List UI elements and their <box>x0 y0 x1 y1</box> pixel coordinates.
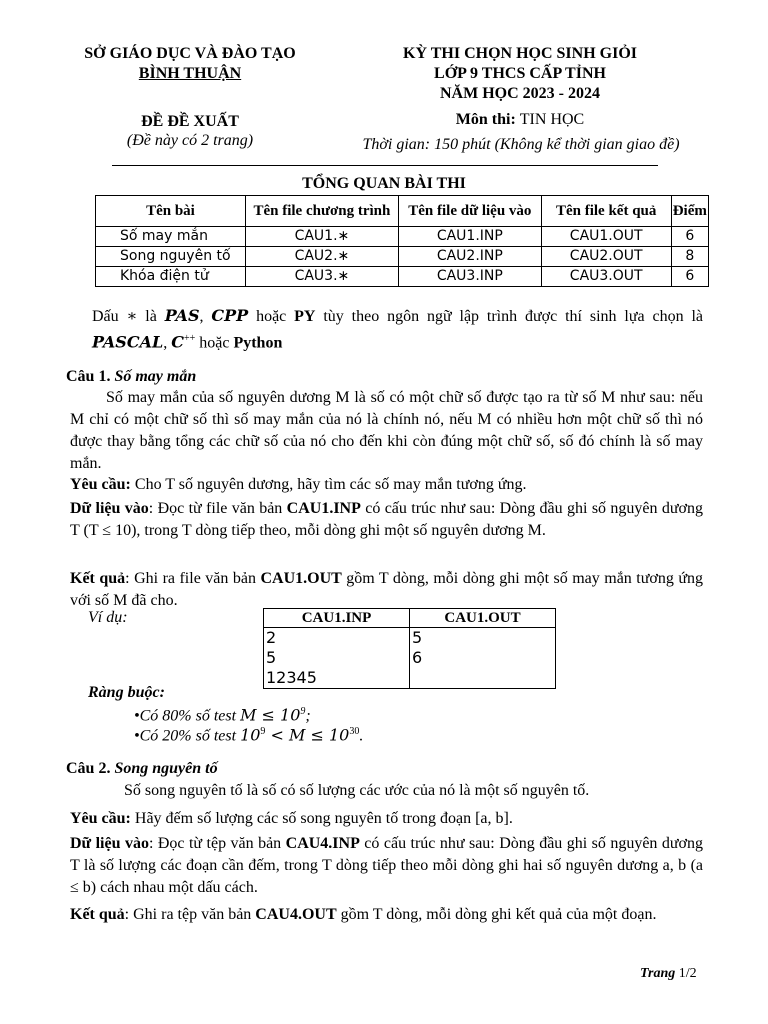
q2-out-text: gồm T dòng, mỗi dòng ghi kết quả của một đoạn. <box>336 906 657 923</box>
subject-label: Môn thi: <box>455 111 516 128</box>
cell-name: Số may mắn <box>96 227 246 247</box>
q1-input-spec <box>70 498 703 542</box>
note-comma: , <box>163 334 172 352</box>
q2-out-file: CAU4.OUT <box>255 906 337 923</box>
note-py: PY <box>294 308 316 325</box>
footer-label: Trang <box>640 966 676 981</box>
constraint-math: < M ≤ 10 <box>265 725 350 745</box>
constraint-math: 10 <box>240 725 261 745</box>
example-input-line: 12345 <box>266 668 317 687</box>
col-header-output: Tên file kết quả <box>541 196 671 227</box>
col-header-score: Điểm <box>671 196 708 227</box>
table-row <box>96 247 709 267</box>
overview-table <box>95 195 709 287</box>
note-pas: PAS <box>164 306 200 325</box>
bullet-icon: • <box>134 727 140 745</box>
subject: TIN HỌC <box>519 111 585 128</box>
example-header-output: CAU1.OUT <box>410 609 556 628</box>
org-block <box>40 44 340 84</box>
example-input-line: 2 <box>266 628 277 647</box>
q1-example-label: Ví dụ: <box>88 609 128 626</box>
cell-name: Song nguyên tố <box>96 247 246 267</box>
cell-output: CAU3.OUT <box>541 267 671 287</box>
header-divider <box>112 165 658 166</box>
q2-in-label: Dữ liệu vào <box>70 835 149 852</box>
q1-title: Số may mắn <box>114 368 197 385</box>
q2-in-file: CAU4.INP <box>285 835 360 852</box>
cell-input: CAU1.INP <box>398 227 541 247</box>
q1-out-file: CAU1.OUT <box>260 570 342 587</box>
example-header-row <box>264 609 556 628</box>
cell-output: CAU2.OUT <box>541 247 671 267</box>
example-output-line: 6 <box>412 648 423 667</box>
col-header-program: Tên file chương trình <box>245 196 398 227</box>
time-note: Thời gian: 150 phút (Không kể thời gian giao đề) <box>362 136 680 153</box>
page-footer <box>640 966 697 982</box>
col-header-input: Tên file dữ liệu vào <box>398 196 541 227</box>
cell-output: CAU1.OUT <box>541 227 671 247</box>
cell-program: CAU1.∗ <box>245 227 398 247</box>
q2-output-spec <box>70 904 703 926</box>
q2-heading <box>66 758 699 780</box>
q1-intro-text: Số may mắn của số nguyên dương M là số có một chữ số được tạo ra từ số M như sau: nếu M chỉ có một chữ số thì số may mắn của nó là chính nó, nếu M có nhiều hơn một chữ số thì nó được thay bằng tổng các chữ số của nó cho đến khi còn đúng một chữ số, số đó chính là số may mắn. <box>70 389 703 472</box>
footer-page: 1/2 <box>678 966 697 981</box>
q1-out-label: Kết quả <box>70 570 126 587</box>
cell-program: CAU2.∗ <box>245 247 398 267</box>
q1-example-table <box>263 608 556 689</box>
table-row <box>96 267 709 287</box>
q2-in-text: : Đọc từ tệp văn bản <box>148 835 286 852</box>
language-note <box>92 305 703 354</box>
org-line2: BÌNH THUẬN <box>138 65 242 82</box>
pages-note: (Đề này có 2 trang) <box>126 132 254 149</box>
constraint-exp: 9 <box>300 706 306 717</box>
q1-in-label: Dữ liệu vào <box>70 500 149 517</box>
cell-program: CAU3.∗ <box>245 267 398 287</box>
cell-input: CAU2.INP <box>398 247 541 267</box>
constraint-text: Có 80% số test <box>139 707 241 725</box>
exam-line2: LỚP 9 THCS CẤP TỈNH <box>434 65 606 82</box>
note-cpp: CPP <box>211 306 249 325</box>
constraint-exp: 9 <box>260 726 266 737</box>
q2-req-text: Hãy đếm số lượng các số song nguyên tố trong đoạn [a, b]. <box>134 810 513 827</box>
q2-req-label: Yêu cầu: <box>70 810 131 827</box>
note-text: tùy theo ngôn ngữ lập trình được thí sinh lựa chọn là <box>315 308 704 325</box>
note-pascal: PASCAL <box>92 332 164 352</box>
cell-score: 8 <box>671 247 708 267</box>
note-text: Dấu ∗ là <box>92 308 165 325</box>
org-line1: SỞ GIÁO DỤC VÀ ĐÀO TẠO <box>84 45 296 62</box>
note-plusplus: ++ <box>183 333 196 344</box>
cell-input: CAU3.INP <box>398 267 541 287</box>
table-row <box>96 227 709 247</box>
note-comma: , <box>199 308 212 325</box>
constraint-end: ; <box>305 707 311 725</box>
q2-out-label: Kết quả <box>70 906 125 923</box>
q2-input-spec <box>70 833 703 899</box>
cell-score: 6 <box>671 227 708 247</box>
example-header-input: CAU1.INP <box>264 609 410 628</box>
q2-title: Song nguyên tố <box>114 760 218 777</box>
q2-out-text: : Ghi ra tệp văn bản <box>124 906 256 923</box>
q1-constraints-label: Ràng buộc: <box>88 684 165 701</box>
exam-line3: NĂM HỌC 2023 - 2024 <box>440 85 600 102</box>
cell-score: 6 <box>671 267 708 287</box>
q1-requirement <box>70 474 703 496</box>
note-python: Python <box>233 334 283 352</box>
constraint-end: . <box>359 727 364 745</box>
q2-requirement <box>70 808 703 830</box>
q2-in-text: có cấu trúc như sau: Dòng đầu ghi số nguyên dương T là số lượng các đoạn cần đếm, trong T dòng tiếp theo mỗi dòng ghi hai số nguyên dương a, b (a ≤ b) cách nhau một dấu cách. <box>70 835 704 896</box>
q1-out-text: gồm T dòng, mỗi dòng ghi một số may mắn tương ứng với số M đã cho. <box>70 570 704 609</box>
example-input-line: 5 <box>266 648 277 667</box>
q1-heading <box>66 366 699 388</box>
cell-name: Khóa điện tử <box>96 267 246 287</box>
bullet-icon: • <box>134 707 140 725</box>
exam-block <box>360 44 680 104</box>
q1-in-file: CAU1.INP <box>286 500 361 517</box>
note-cplus: C <box>171 332 184 352</box>
q2-intro-text: Số song nguyên tố là số có số lượng các ước của nó là một số nguyên tố. <box>124 782 590 799</box>
exam-line1: KỲ THI CHỌN HỌC SINH GIỎI <box>403 45 637 62</box>
q1-out-text: : Ghi ra file văn bản <box>125 570 261 587</box>
constraint-text: Có 20% số test <box>139 727 241 745</box>
q1-intro <box>70 387 703 475</box>
example-output-line: 5 <box>412 628 423 647</box>
q1-output-spec <box>70 568 703 612</box>
q1-in-text: có cấu trúc như sau: Dòng đầu ghi số nguyên dương T (T ≤ 10), trong T dòng tiếp theo, mỗi dòng ghi một số nguyên dương M. <box>70 500 703 539</box>
example-output-cell <box>410 628 556 689</box>
q2-label: Câu 2. <box>66 760 111 777</box>
overview-header-row <box>96 196 709 227</box>
note-text: hoặc <box>248 308 295 325</box>
example-data-row <box>264 628 556 689</box>
subject-line <box>360 110 680 130</box>
q1-label: Câu 1. <box>66 368 111 385</box>
q1-req-text: Cho T số nguyên dương, hãy tìm các số may mắn tương ứng. <box>134 476 527 493</box>
proposal-title: ĐỀ ĐỀ XUẤT <box>141 113 239 130</box>
q1-constraint-2 <box>134 721 363 747</box>
overview-title: TỔNG QUAN BÀI THI <box>302 175 466 192</box>
note-text: hoặc <box>195 334 234 352</box>
constraint-math: M ≤ 10 <box>240 705 301 725</box>
q2-intro <box>70 780 703 802</box>
constraint-exp: 30 <box>349 726 360 737</box>
q1-in-text: : Đọc từ file văn bản <box>148 500 287 517</box>
example-input-cell <box>264 628 410 689</box>
col-header-name: Tên bài <box>96 196 246 227</box>
q1-req-label: Yêu cầu: <box>70 476 131 493</box>
